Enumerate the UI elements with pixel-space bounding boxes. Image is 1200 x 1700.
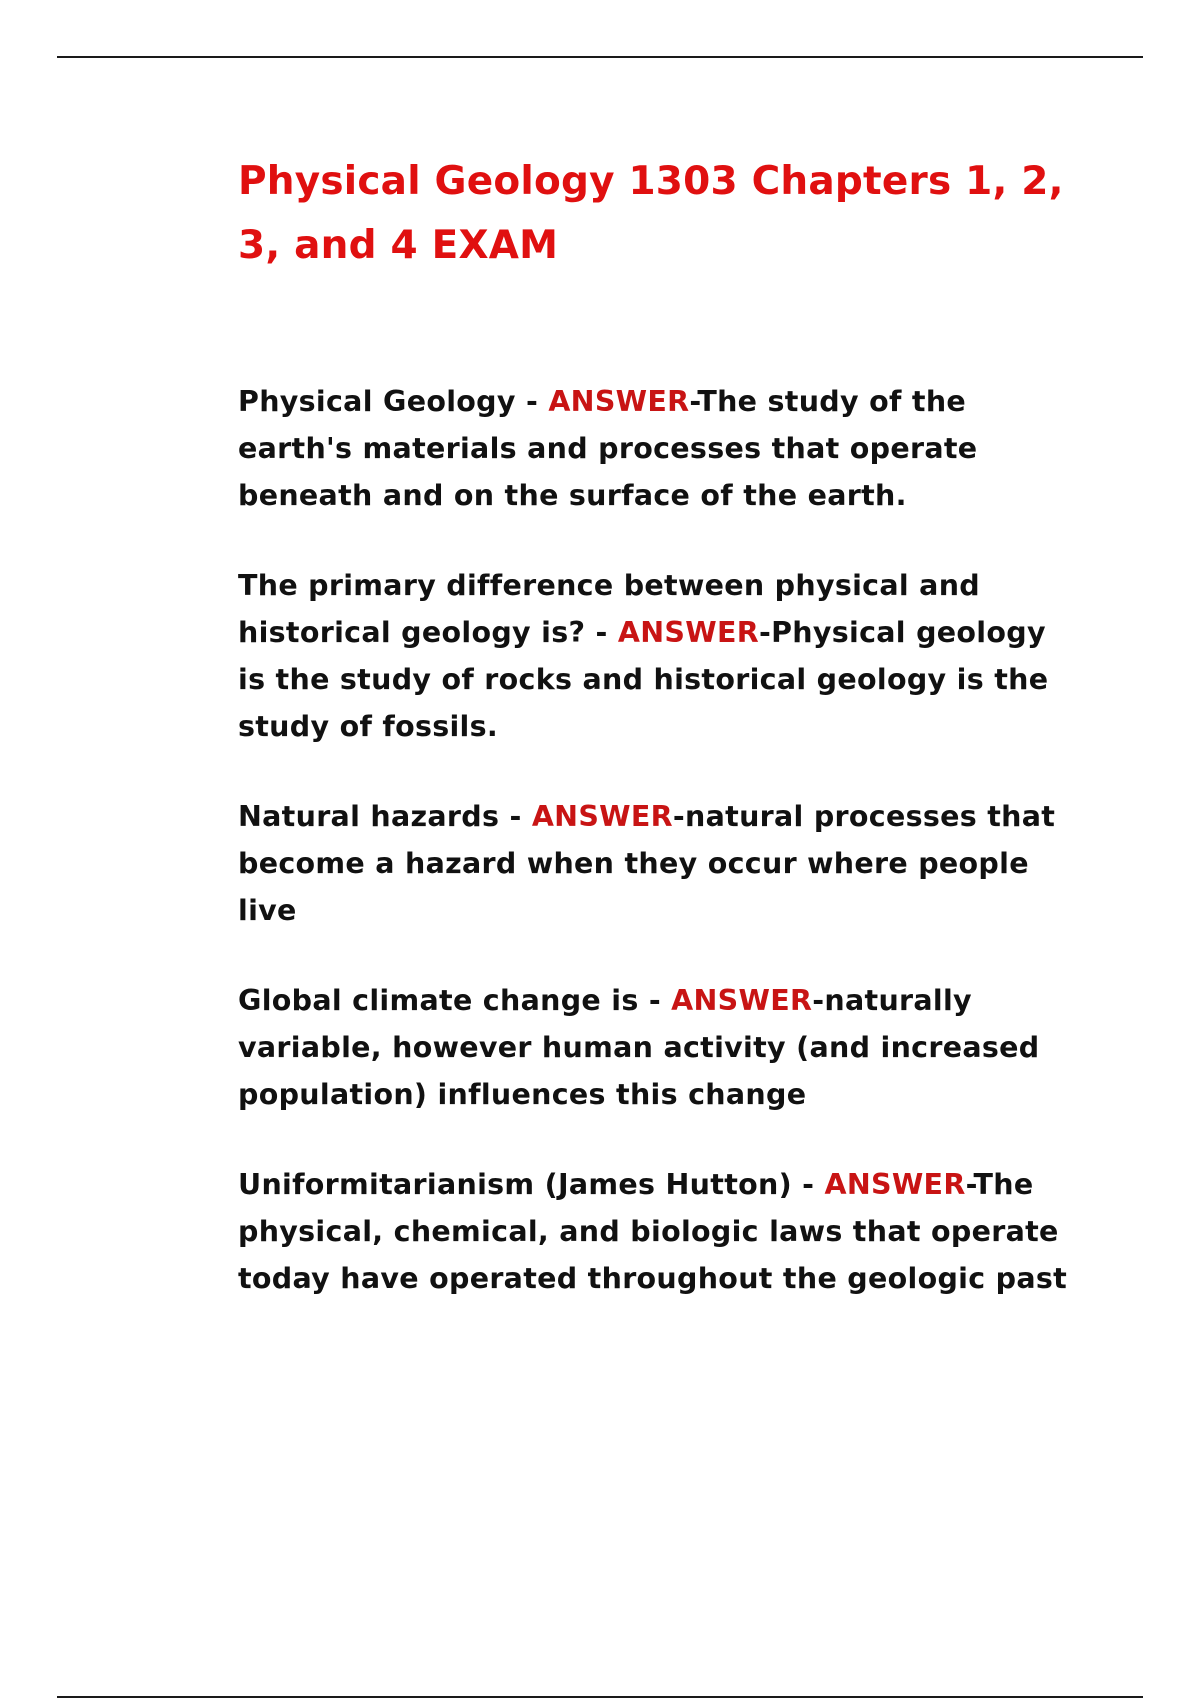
answer-label: ANSWER xyxy=(617,616,759,649)
question-text: The primary difference between physical and historical geology is? - xyxy=(238,569,981,649)
bottom-divider xyxy=(57,1696,1143,1698)
qa-item xyxy=(238,562,1068,750)
document-title: Physical Geology 1303 Chapters 1, 2, 3, and 4 EXAM xyxy=(238,159,1064,268)
answer-text: -The physical, chemical, and biologic laws that operate today have operated throughout the geologic past xyxy=(238,1168,1068,1295)
question-text: Uniformitarianism (James Hutton) - xyxy=(238,1168,825,1201)
answer-text: -naturally variable, however human activity (and increased population) influences this change xyxy=(238,984,1040,1111)
answer-label: ANSWER xyxy=(531,800,673,833)
answer-text: -The study of the earth's materials and processes that operate beneath and on the surface of the earth. xyxy=(238,385,978,512)
answer-label: ANSWER xyxy=(548,385,690,418)
answer-label: ANSWER xyxy=(671,984,813,1017)
qa-item xyxy=(238,378,1068,519)
document-body xyxy=(238,150,1068,1345)
qa-item xyxy=(238,977,1068,1118)
answer-label: ANSWER xyxy=(824,1168,966,1201)
question-text: Physical Geology - xyxy=(238,385,549,418)
answer-text: -natural processes that become a hazard when they occur where people live xyxy=(238,800,1056,927)
question-text: Global climate change is - xyxy=(238,984,672,1017)
qa-item xyxy=(238,793,1068,934)
top-divider xyxy=(57,56,1143,58)
question-text: Natural hazards - xyxy=(238,800,532,833)
answer-text: -Physical geology is the study of rocks and historical geology is the study of fossils. xyxy=(238,616,1049,743)
qa-list xyxy=(238,378,1068,1302)
qa-item xyxy=(238,1161,1068,1302)
